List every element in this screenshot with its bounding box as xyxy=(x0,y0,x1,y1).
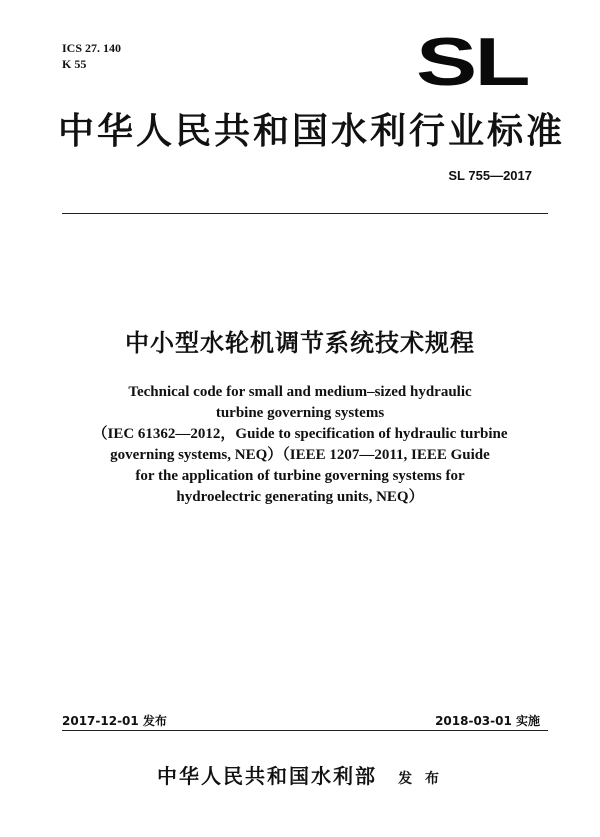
category-code: K 55 xyxy=(62,57,87,71)
issue-date: 2017-12-01 发布 xyxy=(62,714,167,728)
english-title-line: Technical code for small and medium–sized hydraulic xyxy=(128,384,472,400)
english-title xyxy=(60,382,540,508)
chinese-title: 中小型水轮机调节系统技术规程 xyxy=(125,329,475,357)
sl-logo: SL xyxy=(416,24,528,100)
english-title-line: hydroelectric generating units, NEQ） xyxy=(176,489,424,505)
english-title-line: governing systems, NEQ）（IEEE 1207—2011, IEEE Guide xyxy=(110,447,490,463)
implementation-date: 2018-03-01 实施 xyxy=(435,714,540,728)
ics-code: ICS 27. 140 xyxy=(62,41,122,55)
publish-action: 发 布 xyxy=(398,771,443,787)
publisher-name: 中华人民共和国水利部 xyxy=(157,764,378,788)
english-title-line: for the application of turbine governing systems for xyxy=(135,468,465,484)
top-divider xyxy=(62,213,548,214)
english-title-line: （IEC 61362—2012，Guide to specification of hydraulic turbine xyxy=(92,426,508,442)
publisher-line xyxy=(0,760,600,789)
standard-series-title: 中华人民共和国水利行业标准 xyxy=(58,111,566,152)
standard-number: SL 755—2017 xyxy=(448,168,532,183)
bottom-divider xyxy=(62,730,548,731)
classification-codes xyxy=(62,40,121,72)
english-title-line: turbine governing systems xyxy=(215,405,385,421)
